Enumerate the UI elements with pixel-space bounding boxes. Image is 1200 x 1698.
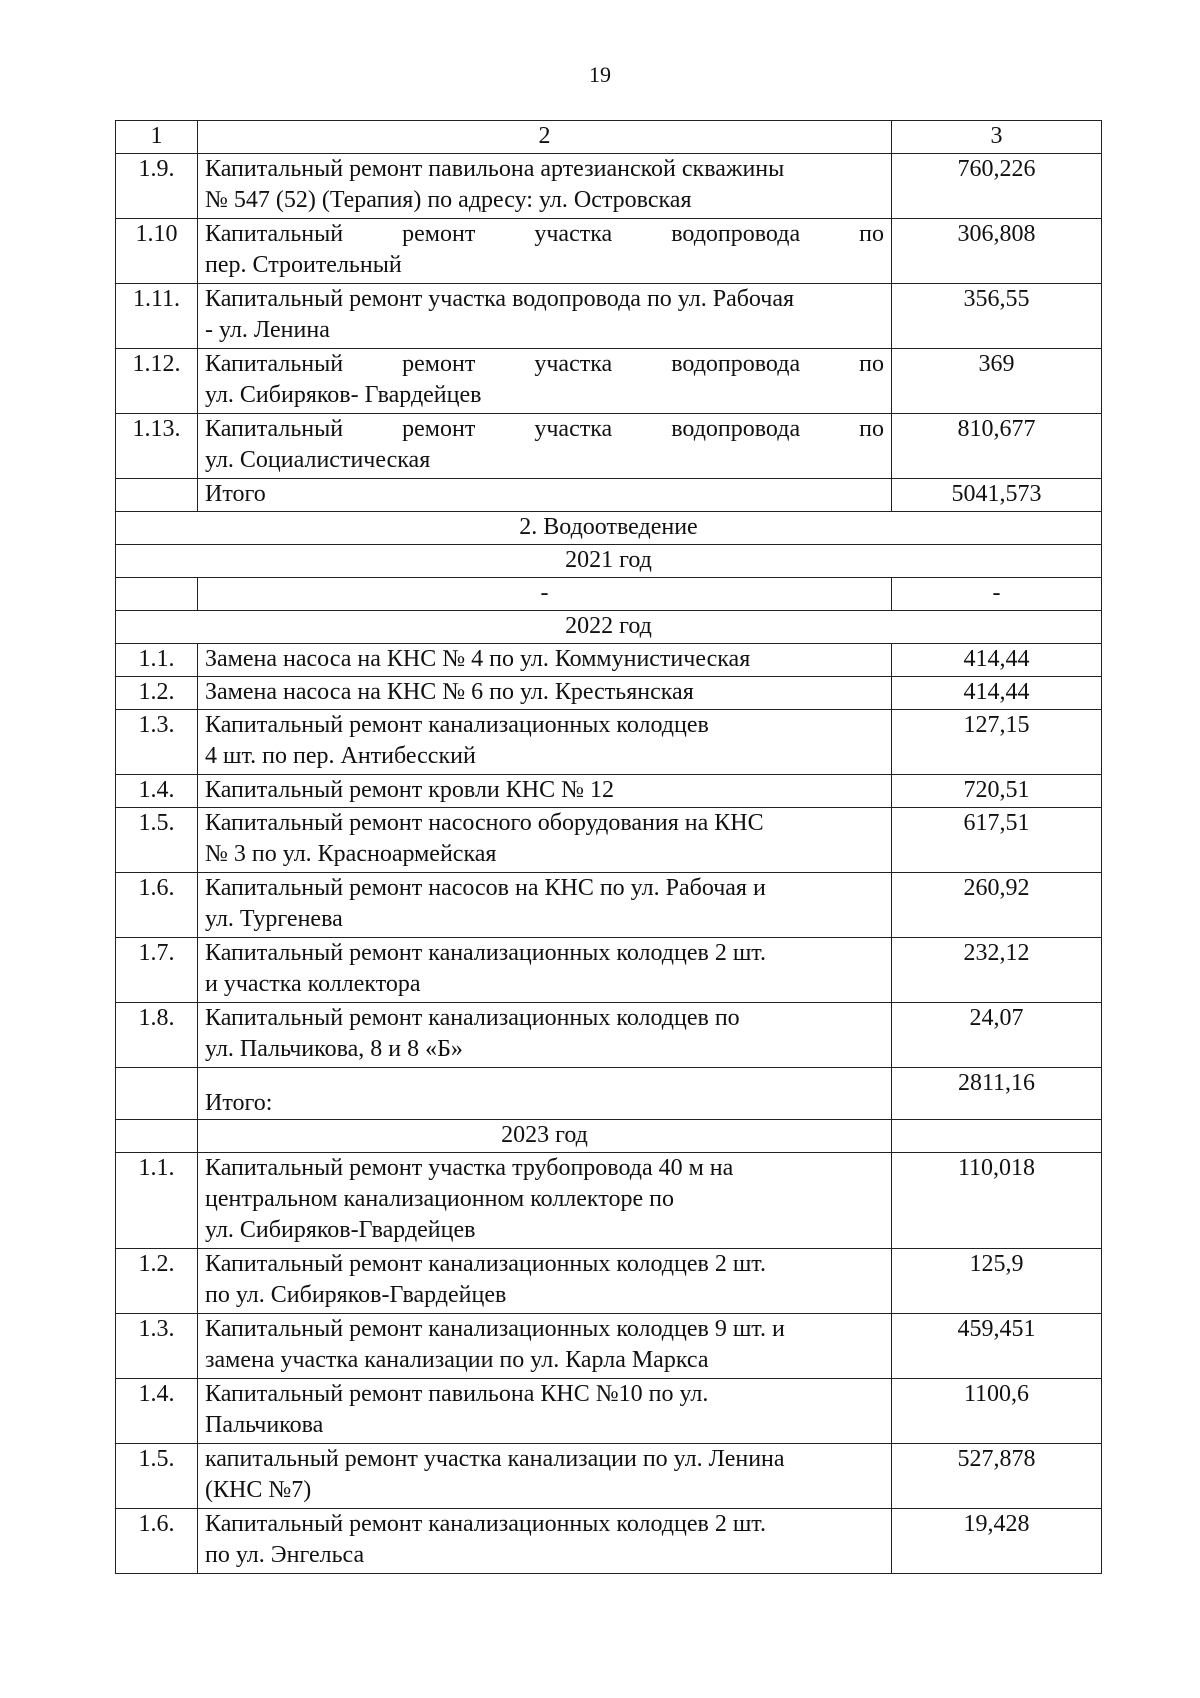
row-description: Капитальный ремонт участка водопровода по ул. Социалистическая bbox=[198, 414, 892, 479]
table-row bbox=[116, 1314, 1102, 1379]
table-row bbox=[116, 1379, 1102, 1444]
row-number: 1.1. bbox=[116, 1153, 198, 1249]
row-value: 720,51 bbox=[892, 775, 1102, 808]
row-value: 527,878 bbox=[892, 1444, 1102, 1509]
table-row bbox=[116, 1153, 1102, 1249]
table-row bbox=[116, 710, 1102, 775]
row-value: 414,44 bbox=[892, 677, 1102, 710]
total-value: 2811,16 bbox=[892, 1068, 1102, 1120]
row-description: Капитальный ремонт участка водопровода по ул. Сибиряков- Гвардейцев bbox=[198, 349, 892, 414]
year-row bbox=[116, 1120, 1102, 1153]
total-row bbox=[116, 479, 1102, 512]
row-description: Капитальный ремонт насосов на КНС по ул. Рабочая и ул. Тургенева bbox=[198, 873, 892, 938]
row-description: Капитальный ремонт канализационных колодцев 2 шт. и участка коллектора bbox=[198, 938, 892, 1003]
row-number: 1.11. bbox=[116, 284, 198, 349]
row-number: 1.5. bbox=[116, 1444, 198, 1509]
table-row bbox=[116, 414, 1102, 479]
section-title-row bbox=[116, 512, 1102, 545]
year-heading: 2023 год bbox=[198, 1120, 892, 1153]
row-value: 617,51 bbox=[892, 808, 1102, 873]
section-title: 2. Водоотведение bbox=[116, 512, 1102, 545]
row-value: 125,9 bbox=[892, 1249, 1102, 1314]
row-number: 1.10 bbox=[116, 219, 198, 284]
row-description: Капитальный ремонт канализационных колодцев 4 шт. по пер. Антибесский bbox=[198, 710, 892, 775]
row-value: 356,55 bbox=[892, 284, 1102, 349]
row-number: 1.3. bbox=[116, 710, 198, 775]
total-value: 5041,573 bbox=[892, 479, 1102, 512]
budget-table bbox=[115, 120, 1102, 1574]
row-value: 306,808 bbox=[892, 219, 1102, 284]
row-description: Замена насоса на КНС № 6 по ул. Крестьянская bbox=[198, 677, 892, 710]
row-value: 760,226 bbox=[892, 154, 1102, 219]
row-value: 260,92 bbox=[892, 873, 1102, 938]
row-value: 810,677 bbox=[892, 414, 1102, 479]
row-description: Капитальный ремонт канализационных колодцев 2 шт. по ул. Сибиряков-Гвардейцев bbox=[198, 1249, 892, 1314]
table-row bbox=[116, 349, 1102, 414]
total-label: Итого: bbox=[198, 1068, 892, 1120]
row-description: Капитальный ремонт канализационных колодцев 2 шт. по ул. Энгельса bbox=[198, 1509, 892, 1574]
year-row bbox=[116, 611, 1102, 644]
row-description: Капитальный ремонт насосного оборудования на КНС № 3 по ул. Красноармейская bbox=[198, 808, 892, 873]
row-number: 1.2. bbox=[116, 1249, 198, 1314]
row-description: Капитальный ремонт участка водопровода по ул. Рабочая - ул. Ленина bbox=[198, 284, 892, 349]
row-value: 414,44 bbox=[892, 644, 1102, 677]
row-value: 232,12 bbox=[892, 938, 1102, 1003]
row-description: Капитальный ремонт павильона артезианской скважины № 547 (52) (Терапия) по адресу: ул. Островская bbox=[198, 154, 892, 219]
row-number: 1.4. bbox=[116, 775, 198, 808]
table-row bbox=[116, 808, 1102, 873]
row-description: Капитальный ремонт канализационных колодцев по ул. Пальчикова, 8 и 8 «Б» bbox=[198, 1003, 892, 1068]
row-number: 1.8. bbox=[116, 1003, 198, 1068]
year-heading: 2022 год bbox=[116, 611, 1102, 644]
table-row bbox=[116, 1249, 1102, 1314]
row-value: 24,07 bbox=[892, 1003, 1102, 1068]
row-number: 1.1. bbox=[116, 644, 198, 677]
table-row bbox=[116, 284, 1102, 349]
row-value: 127,15 bbox=[892, 710, 1102, 775]
total-row bbox=[116, 1068, 1102, 1120]
table-row bbox=[116, 219, 1102, 284]
row-number: 1.13. bbox=[116, 414, 198, 479]
row-value: - bbox=[892, 578, 1102, 611]
table-row bbox=[116, 938, 1102, 1003]
row-value: 1100,6 bbox=[892, 1379, 1102, 1444]
table-row bbox=[116, 1444, 1102, 1509]
year-row bbox=[116, 545, 1102, 578]
row-value: 459,451 bbox=[892, 1314, 1102, 1379]
row-description: Капитальный ремонт канализационных колодцев 9 шт. и замена участка канализации по ул. Карла Маркса bbox=[198, 1314, 892, 1379]
row-description: Капитальный ремонт павильона КНС №10 по ул. Пальчикова bbox=[198, 1379, 892, 1444]
table-row bbox=[116, 1003, 1102, 1068]
table-row bbox=[116, 1509, 1102, 1574]
header-col-1: 1 bbox=[116, 121, 198, 154]
table-row bbox=[116, 873, 1102, 938]
page-number: 19 bbox=[589, 62, 611, 87]
row-number: 1.7. bbox=[116, 938, 198, 1003]
row-description: Капитальный ремонт участка водопровода по пер. Строительный bbox=[198, 219, 892, 284]
row-description: Капитальный ремонт участка трубопровода 40 м на центральном канализационном коллекторе по ул. Сибиряков-Гвардейцев bbox=[198, 1153, 892, 1249]
total-label: Итого bbox=[198, 479, 892, 512]
row-description: - bbox=[198, 578, 892, 611]
row-number: 1.6. bbox=[116, 1509, 198, 1574]
table-row bbox=[116, 578, 1102, 611]
row-value: 110,018 bbox=[892, 1153, 1102, 1249]
row-number: 1.3. bbox=[116, 1314, 198, 1379]
header-col-3: 3 bbox=[892, 121, 1102, 154]
row-number: 1.5. bbox=[116, 808, 198, 873]
row-number: 1.2. bbox=[116, 677, 198, 710]
table-row bbox=[116, 644, 1102, 677]
table-header-row bbox=[116, 121, 1102, 154]
row-number: 1.12. bbox=[116, 349, 198, 414]
row-number: 1.4. bbox=[116, 1379, 198, 1444]
row-value: 19,428 bbox=[892, 1509, 1102, 1574]
row-value: 369 bbox=[892, 349, 1102, 414]
header-col-2: 2 bbox=[198, 121, 892, 154]
row-description: Замена насоса на КНС № 4 по ул. Коммунистическая bbox=[198, 644, 892, 677]
row-number: 1.9. bbox=[116, 154, 198, 219]
table-row bbox=[116, 677, 1102, 710]
row-number: 1.6. bbox=[116, 873, 198, 938]
table-row bbox=[116, 154, 1102, 219]
year-heading: 2021 год bbox=[116, 545, 1102, 578]
row-description: капитальный ремонт участка канализации по ул. Ленина (КНС №7) bbox=[198, 1444, 892, 1509]
row-description: Капитальный ремонт кровли КНС № 12 bbox=[198, 775, 892, 808]
table-row bbox=[116, 775, 1102, 808]
